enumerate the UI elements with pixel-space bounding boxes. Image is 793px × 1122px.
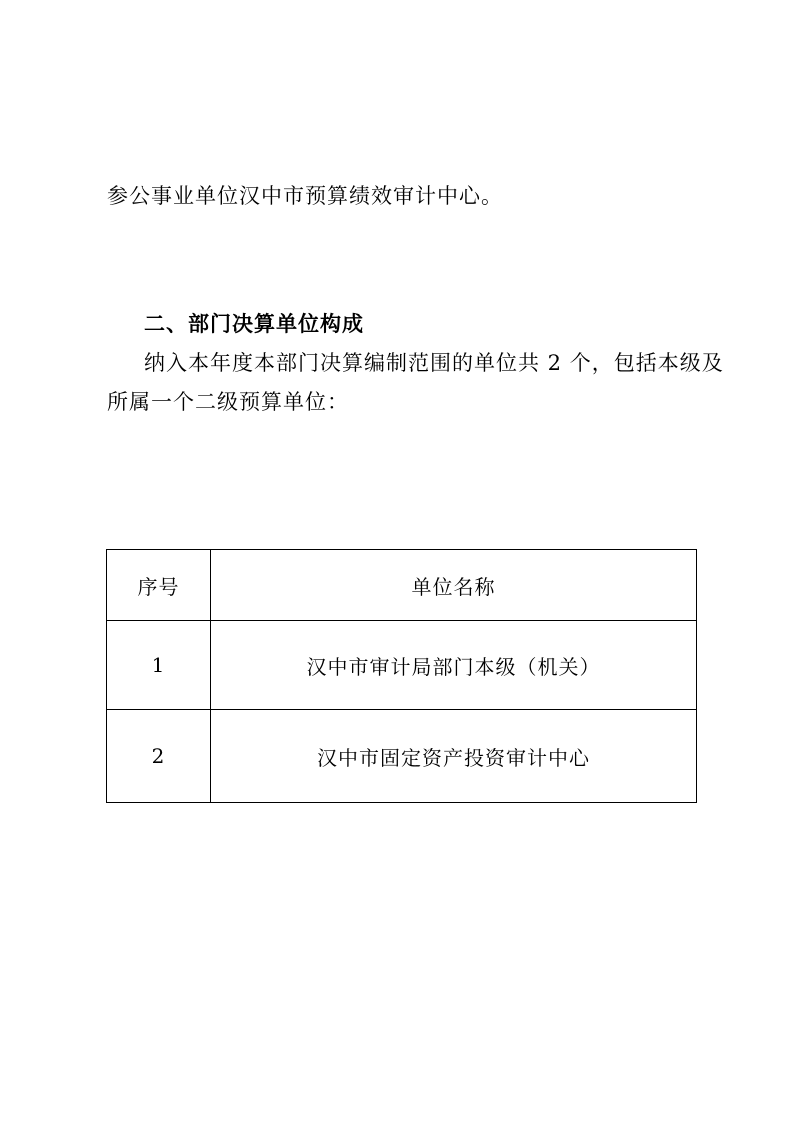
header-unit-name: 单位名称 [211, 550, 697, 621]
table-row [107, 621, 697, 710]
paragraph-continuation: 参公事业单位汉中市预算绩效审计中心。 [107, 184, 503, 208]
paragraph-line-2: 所属一个二级预算单位： [107, 390, 349, 414]
cell-serial-number: 1 [107, 621, 211, 710]
unit-table [106, 549, 697, 803]
section-heading: 二、部门决算单位构成 [144, 312, 364, 336]
header-serial-number: 序号 [107, 550, 211, 621]
cell-unit-name: 汉中市审计局部门本级（机关） [211, 621, 697, 710]
table-header-row [107, 550, 697, 621]
cell-unit-name: 汉中市固定资产投资审计中心 [211, 710, 697, 803]
cell-serial-number: 2 [107, 710, 211, 803]
table-row [107, 710, 697, 803]
paragraph-line-1: 纳入本年度本部门决算编制范围的单位共 2 个，包括本级及 [144, 351, 724, 375]
